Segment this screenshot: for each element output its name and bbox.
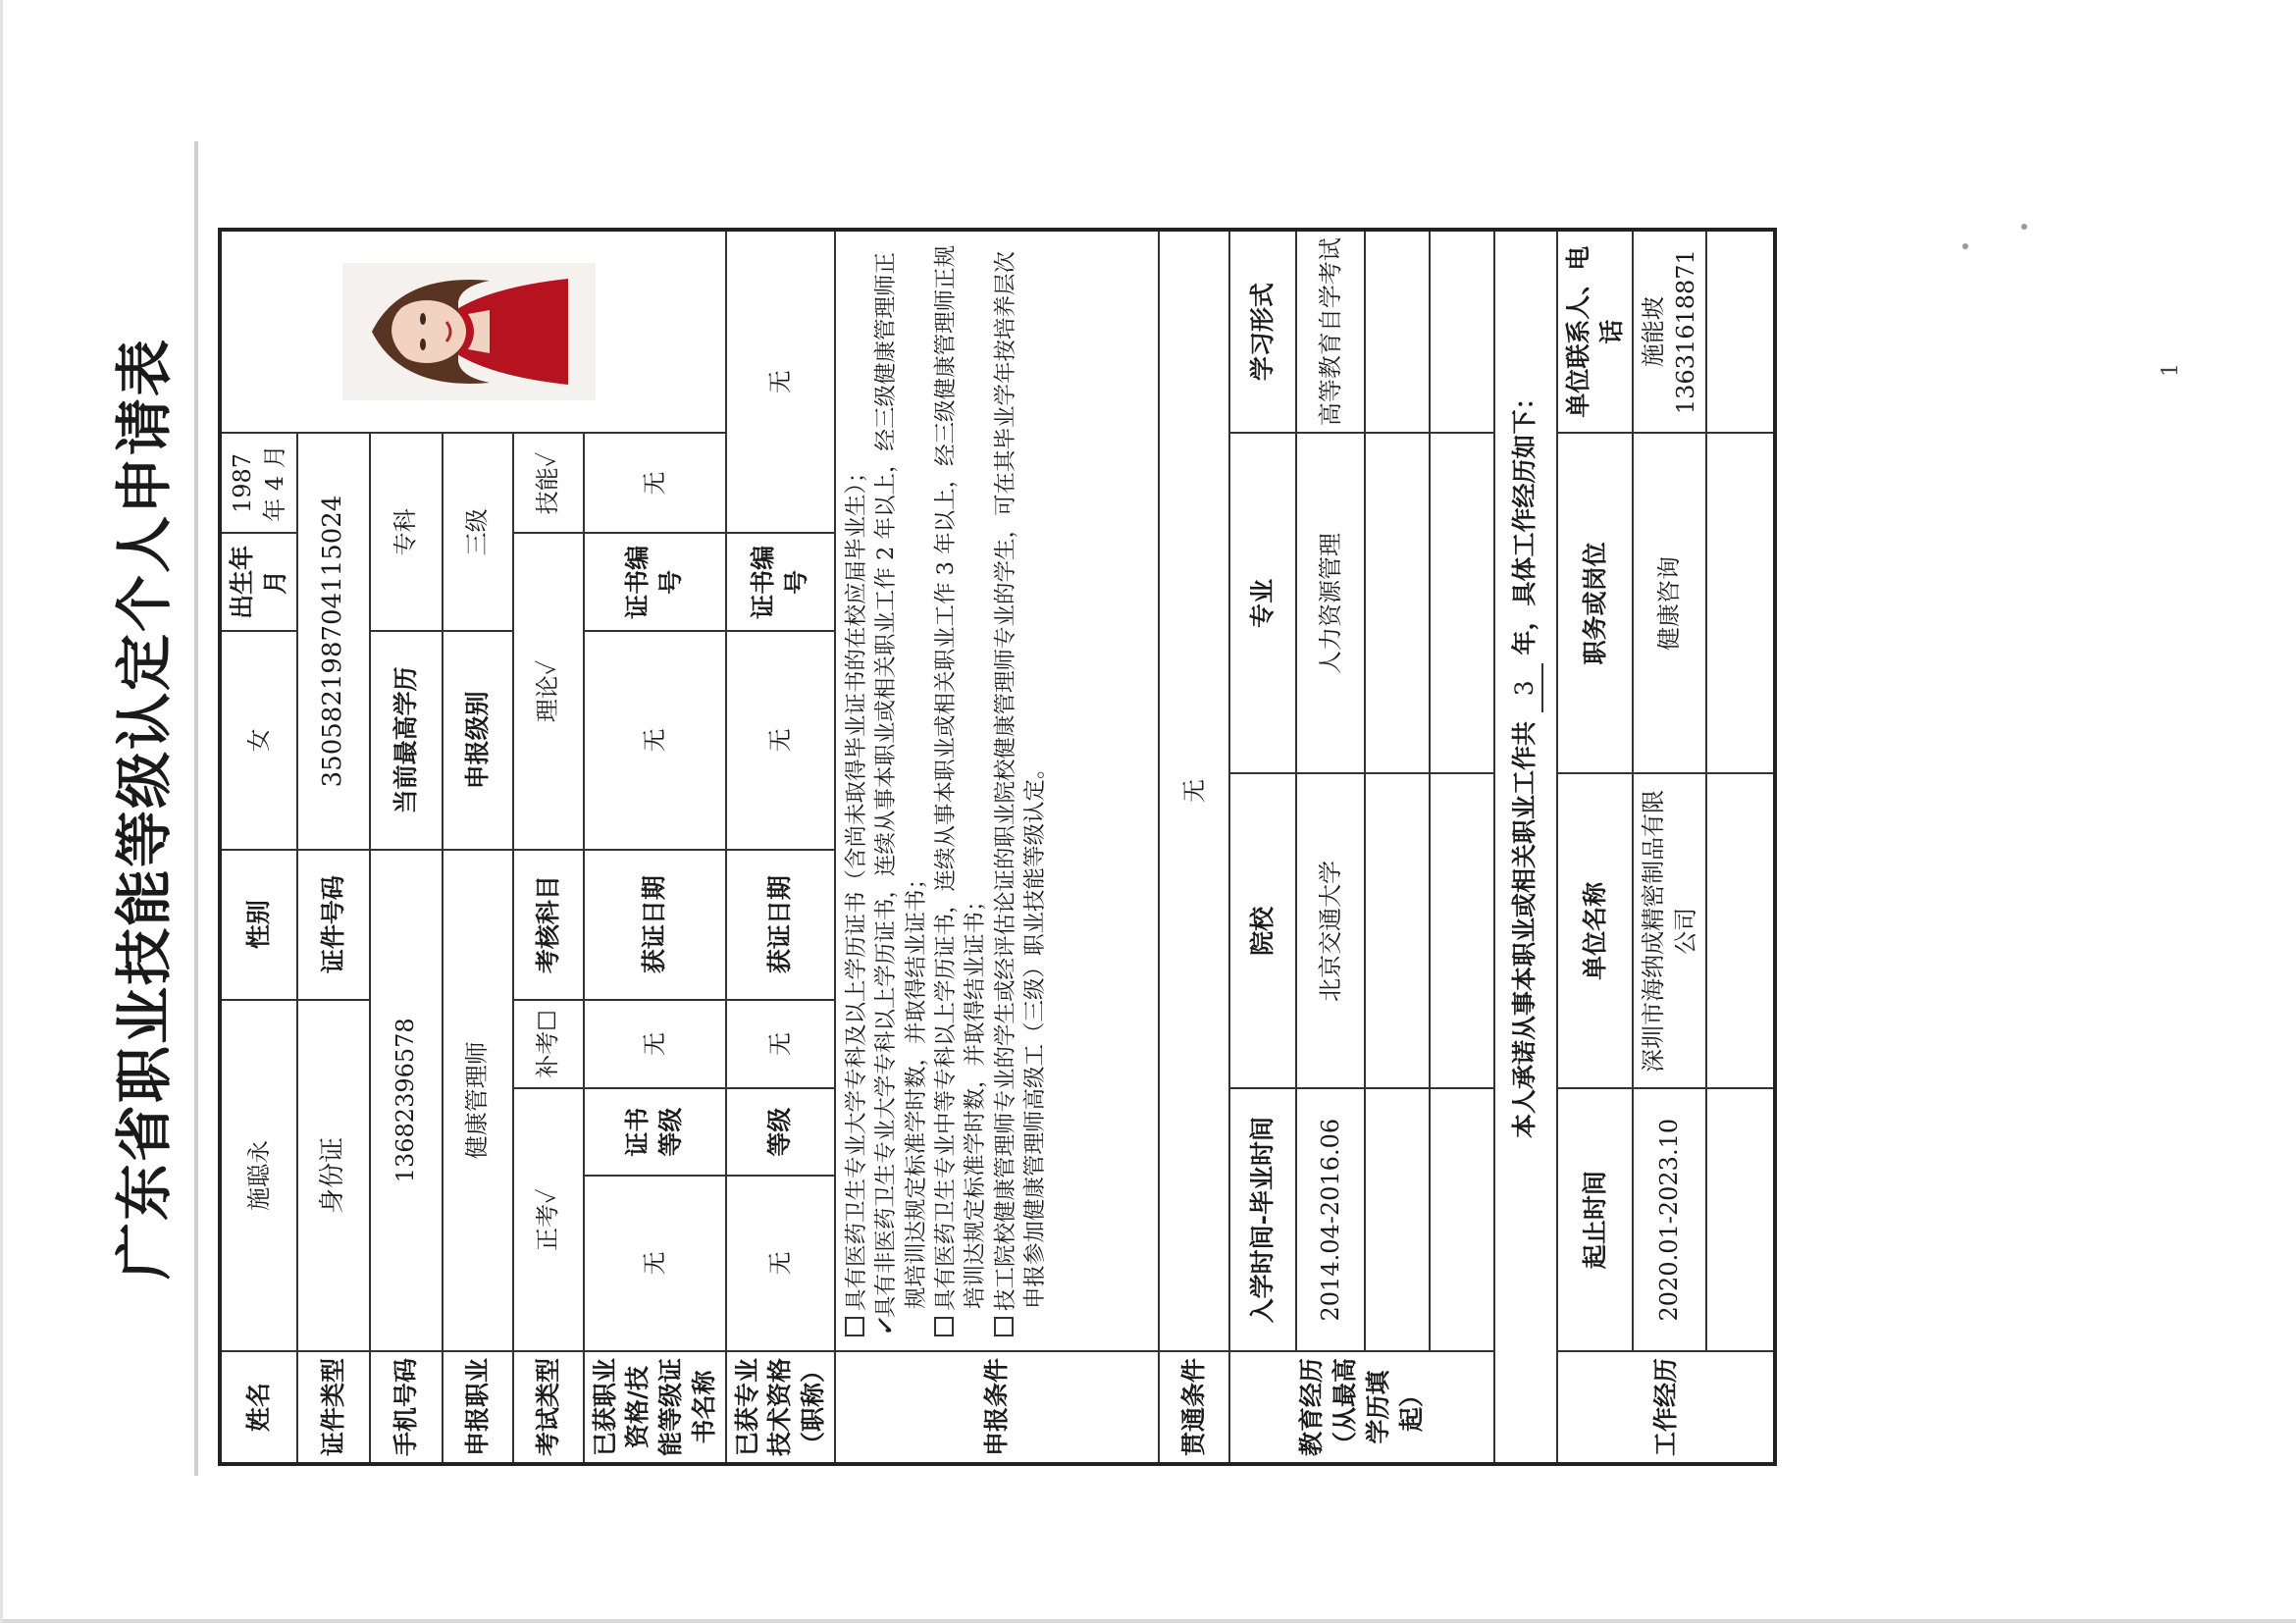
edu-label: 当前最高学历: [370, 631, 443, 849]
cert2-grade-label: 等级: [726, 1088, 835, 1175]
cert1-no-label: 证书编号: [584, 533, 726, 631]
conditions-label: 申报条件: [835, 1351, 1159, 1464]
gender-label: 性别: [220, 850, 297, 1000]
work-label: 工作经历: [1557, 1351, 1775, 1464]
edu-form: [1365, 230, 1430, 434]
cert2-grade: 无: [726, 1000, 835, 1089]
work-company: 深圳市海纳成精密制品有限公司: [1633, 773, 1706, 1088]
edu-form: [1430, 230, 1494, 434]
edu-header-time: 入学时间-毕业时间: [1229, 1088, 1296, 1351]
scan-speck: [2021, 224, 2027, 230]
occupation-value: 健康管理师: [443, 850, 513, 1351]
edu-school: 北京交通大学: [1296, 773, 1365, 1088]
edu-time: [1365, 1088, 1430, 1351]
cert2-no-label: 证书编号: [726, 533, 835, 631]
conditions-text: [835, 230, 1159, 1351]
pledge-years: 3: [1508, 663, 1543, 712]
edu-form: 高等教育自学考试: [1296, 230, 1365, 434]
name-value: 施聪永: [220, 1000, 297, 1351]
row-cert-2: [726, 230, 835, 1464]
work-header-time: 起止时间: [1557, 1088, 1634, 1351]
row-name: [220, 230, 297, 1464]
exam-type-makeup: 补考☐: [513, 1000, 584, 1089]
title-underline: [194, 141, 198, 1476]
scan-speck: [1962, 243, 1968, 249]
cert1-grade-label: 证书等级: [584, 1088, 726, 1175]
condition-line: 规培训达规定标准学时数，并取得结业证书；: [903, 866, 929, 1309]
cert1-date: 无: [584, 631, 726, 849]
cert1-grade: 无: [584, 1000, 726, 1089]
row-edu-3: [1430, 230, 1494, 1464]
phone-label: 手机号码: [370, 1351, 443, 1464]
edu-major: 人力资源管理: [1296, 433, 1365, 773]
id-type-label: 证件类型: [297, 1351, 370, 1464]
row-edu-2: [1365, 230, 1430, 1464]
work-time: [1706, 1088, 1775, 1351]
work-position: 健康咨询: [1633, 433, 1706, 773]
application-form: [218, 228, 1777, 1466]
through-value: 无: [1159, 230, 1229, 1351]
id-type-value: 身份证: [297, 1000, 370, 1351]
cert2-name: 无: [726, 1176, 835, 1351]
gender-value: 女: [220, 631, 297, 849]
condition-line: ✓具有非医药卫生专业大学专科以上学历证书，连续从事本职业或相关职业工作 2 年以上，经三级健康管理师正: [873, 252, 900, 1336]
page-number: 1: [2159, 363, 2183, 377]
edu-header-form: 学习形式: [1229, 230, 1296, 434]
subject-theory: 理论✓: [513, 533, 584, 849]
cert1-date-label: 获证日期: [584, 850, 726, 1000]
edu-school: [1430, 773, 1494, 1088]
condition-line: 申报参加健康管理师高级工（三级）职业技能等级认定。: [1022, 757, 1048, 1309]
scan-edge: [0, 1619, 2296, 1623]
id-no-label: 证件号码: [297, 850, 370, 1000]
work-contact: [1706, 230, 1775, 434]
education-label: 教育经历（从最高学历填起）: [1229, 1351, 1494, 1464]
birth-value: 1987 年 4 月: [220, 433, 297, 533]
edu-school: [1365, 773, 1430, 1088]
pledge-text: 本人承诺从事本职业或相关职业工作共 3 年，具体工作经历如下：: [1494, 230, 1557, 1464]
edu-time: [1430, 1088, 1494, 1351]
scan-edge-top: [0, 0, 3, 1623]
exam-subject-label: 考核科目: [513, 850, 584, 1000]
through-label: 贯通条件: [1159, 1351, 1229, 1464]
cert2-label: 已获专业技术资格（职称）: [726, 1351, 835, 1464]
edu-value: 专科: [370, 433, 443, 631]
edu-time: 2014.04-2016.06: [1296, 1088, 1365, 1351]
level-value: 三级: [443, 433, 513, 631]
condition-line: 具有医药卫生专业大学专科及以上学历证书（含尚未取得毕业证书的在校应届毕业生）；: [842, 245, 871, 1336]
edu-major: [1430, 433, 1494, 773]
id-no-value: 350582198704115024: [297, 433, 370, 849]
row-edu-1: [1296, 230, 1365, 1464]
photo-cell: [220, 230, 726, 434]
checkbox-icon: [994, 1317, 1014, 1336]
work-header-company: 单位名称: [1557, 773, 1634, 1088]
row-through: [1159, 230, 1229, 1464]
cert1-name: 无: [584, 1176, 726, 1351]
row-work-2: [1706, 230, 1775, 1464]
cert2-date-label: 获证日期: [726, 850, 835, 1000]
exam-type-regular: 正考✓: [513, 1088, 584, 1351]
edu-major: [1365, 433, 1430, 773]
subject-skill: 技能✓: [513, 433, 584, 533]
row-conditions: [835, 230, 1159, 1464]
row-edu-header: [1229, 230, 1296, 1464]
cert1-no: 无: [584, 433, 726, 533]
work-header-position: 职务或岗位: [1557, 433, 1634, 773]
checkmark-icon: ✓: [873, 1318, 900, 1336]
name-label: 姓名: [220, 1351, 297, 1464]
work-contact: 施能坡 13631618871: [1633, 230, 1706, 434]
row-work-header: [1557, 230, 1634, 1464]
exam-type-label: 考试类型: [513, 1351, 584, 1464]
condition-line: 技工院校健康管理师专业的学生或经评估论证的职业院校健康管理师专业的学生，可在其毕业学年按培养层次: [991, 245, 1020, 1336]
birth-label: 出生年月: [220, 533, 297, 631]
work-position: [1706, 433, 1775, 773]
work-company: [1706, 773, 1775, 1088]
checkbox-icon: [845, 1317, 864, 1336]
level-label: 申报级别: [443, 631, 513, 849]
row-pledge: [1494, 230, 1557, 1464]
work-header-contact: 单位联系人、电话: [1557, 230, 1634, 434]
phone-value: 13682396578: [370, 850, 443, 1351]
work-time: 2020.01-2023.10: [1633, 1088, 1706, 1351]
form-title: 广东省职业技能等级认定个人申请表: [111, 338, 178, 1281]
edu-header-major: 专业: [1229, 433, 1296, 773]
checkbox-icon: [934, 1317, 954, 1336]
edu-header-school: 院校: [1229, 773, 1296, 1088]
applicant-photo: [342, 263, 596, 400]
occupation-label: 申报职业: [443, 1351, 513, 1464]
row-work-1: [1633, 230, 1706, 1464]
cert1-label: 已获职业资格/技能等级证书名称: [584, 1351, 726, 1464]
condition-line: 具有医药卫生专业中等专科以上学历证书，连续从事本职业或相关职业工作 3 年以上，经三级健康管理师正规: [931, 245, 961, 1336]
cert2-no: 无: [726, 230, 835, 534]
condition-line: 培训达规定标准学时数，并取得结业证书；: [963, 889, 989, 1309]
cert2-date: 无: [726, 631, 835, 849]
